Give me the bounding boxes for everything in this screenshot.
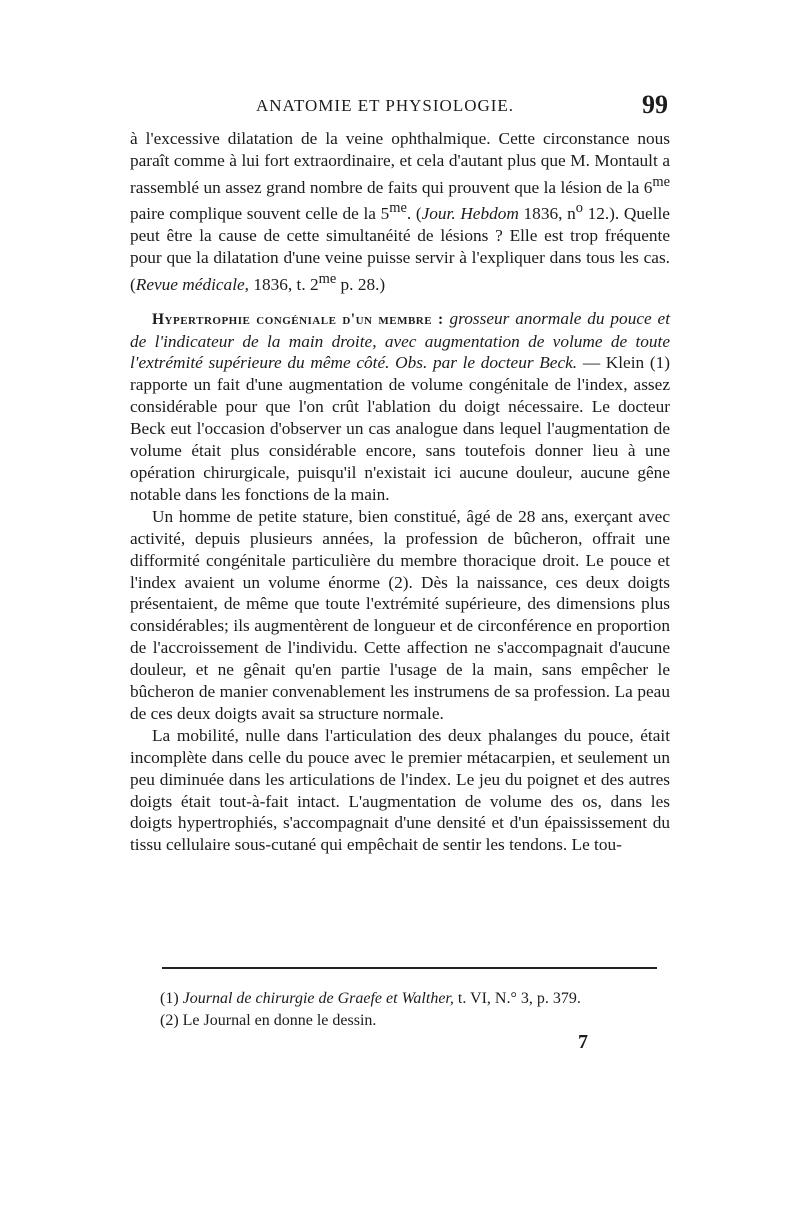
para1-text: 12.). Quelle peut être la cause de cette simultanéité de lésions ? Elle est trop fréquente pour que la dilatation d'une veine puisse servir à l'expliquer dans tous les cas. ( (130, 204, 670, 294)
para2-text: — Klein (1) rapporte un fait d'une augmentation de volume congénitale de l'index, assez considérable pour que l'on crût l'ablation du doigt nécessaire. Le docteur Beck eut l'occasion d'observer un cas analogue dans lequel l'augmentation de volume était plus considérable encore, sans toutefois donner lieu à une opération chirurgicale, puisqu'il n'existait ici aucune douleur, aucune gêne notable dans les fonctions de la main. (130, 353, 670, 504)
footnotes (160, 988, 680, 1032)
footnote-2: (2) Le Journal en donne le dessin. (160, 1012, 377, 1029)
citation-journal: Revue médicale (135, 274, 245, 294)
signature-mark: 7 (578, 1031, 588, 1053)
para1-text: , 1836, t. 2 (244, 274, 319, 294)
para1-text: à l'excessive dilatation de la veine ophthalmique. Cette circonstance nous paraît comme à lui fort extraordinaire, et cela d'autant plus que M. Montault a rassemblé un assez grand nombre de faits qui prouvent que la lésion de la 6 (130, 129, 670, 197)
paragraph-3: Un homme de petite stature, bien constitué, âgé de 28 ans, exerçant avec activité, depuis plusieurs années, la profession de bûcheron, offrait une difformité congénitale particulière du membre thoracique droit. Le pouce et l'index avaient un volume énorme (2). Dès la naissance, ces deux doigts présentaient, de même que toute l'extrémité supérieure, des dimensions plus considérables; ils augmentèrent de longueur et de circonférence en proportion de l'accroissement de l'individu. Cette affection ne s'accompagnait d'aucune douleur, et ne gênait qu'en partie l'usage de la main, sans empêcher le bûcheron de manier convenablement les instrumens de sa profession. La peau de ces deux doigts avait sa structure normale. (130, 506, 670, 723)
para1-text: p. 28.) (336, 274, 386, 294)
superscript: me (318, 270, 337, 287)
body-text (130, 128, 670, 856)
page-header (136, 90, 668, 126)
footnote-text: t. VI, N.° 3, p. 379. (453, 990, 581, 1007)
paragraph-1 (130, 128, 670, 296)
page-number: 99 (642, 90, 668, 119)
paragraph-2 (130, 308, 670, 506)
superscript: o (575, 200, 583, 217)
footnote-rule (162, 967, 657, 969)
para1-text: . ( (406, 204, 422, 224)
para1-text: 1836, n (518, 204, 576, 224)
citation-journal: Jour. Hebdom (421, 204, 519, 224)
footnote-journal: Journal de chirurgie de Graefe et Walther, (182, 990, 454, 1007)
superscript: me (389, 200, 407, 217)
para1-text: paire complique souvent celle de la 5 (130, 204, 390, 224)
paragraph-4: La mobilité, nulle dans l'articulation des deux phalanges du pouce, était incomplète dans celle du pouce avec le premier métacarpien, et seulement un peu diminuée dans les articulations de l'index. Le jeu du poignet et des autres doigts était tout-à-fait intact. L'augmentation de volume des os, dans les doigts hypertrophiés, s'accompagnait d'une densité et d'un épaississement du tissu cellulaire sous-cutané qui empêchait de sentir les tendons. Le tou- (130, 725, 670, 855)
superscript: me (652, 173, 670, 190)
running-title: ANATOMIE ET PHYSIOLOGIE. (256, 96, 515, 115)
footnote-1 (160, 988, 680, 1010)
section-heading: Hypertrophie congéniale d'un membre : (152, 310, 444, 328)
section-heading-italic: grosseur anormale du pouce et de l'indicateur de la main droite, avec augmentation de volume de toute l'extrémité supérieure du même côté. Obs. par le docteur Beck. (130, 308, 670, 373)
footnote-mark: (1) (160, 990, 183, 1007)
